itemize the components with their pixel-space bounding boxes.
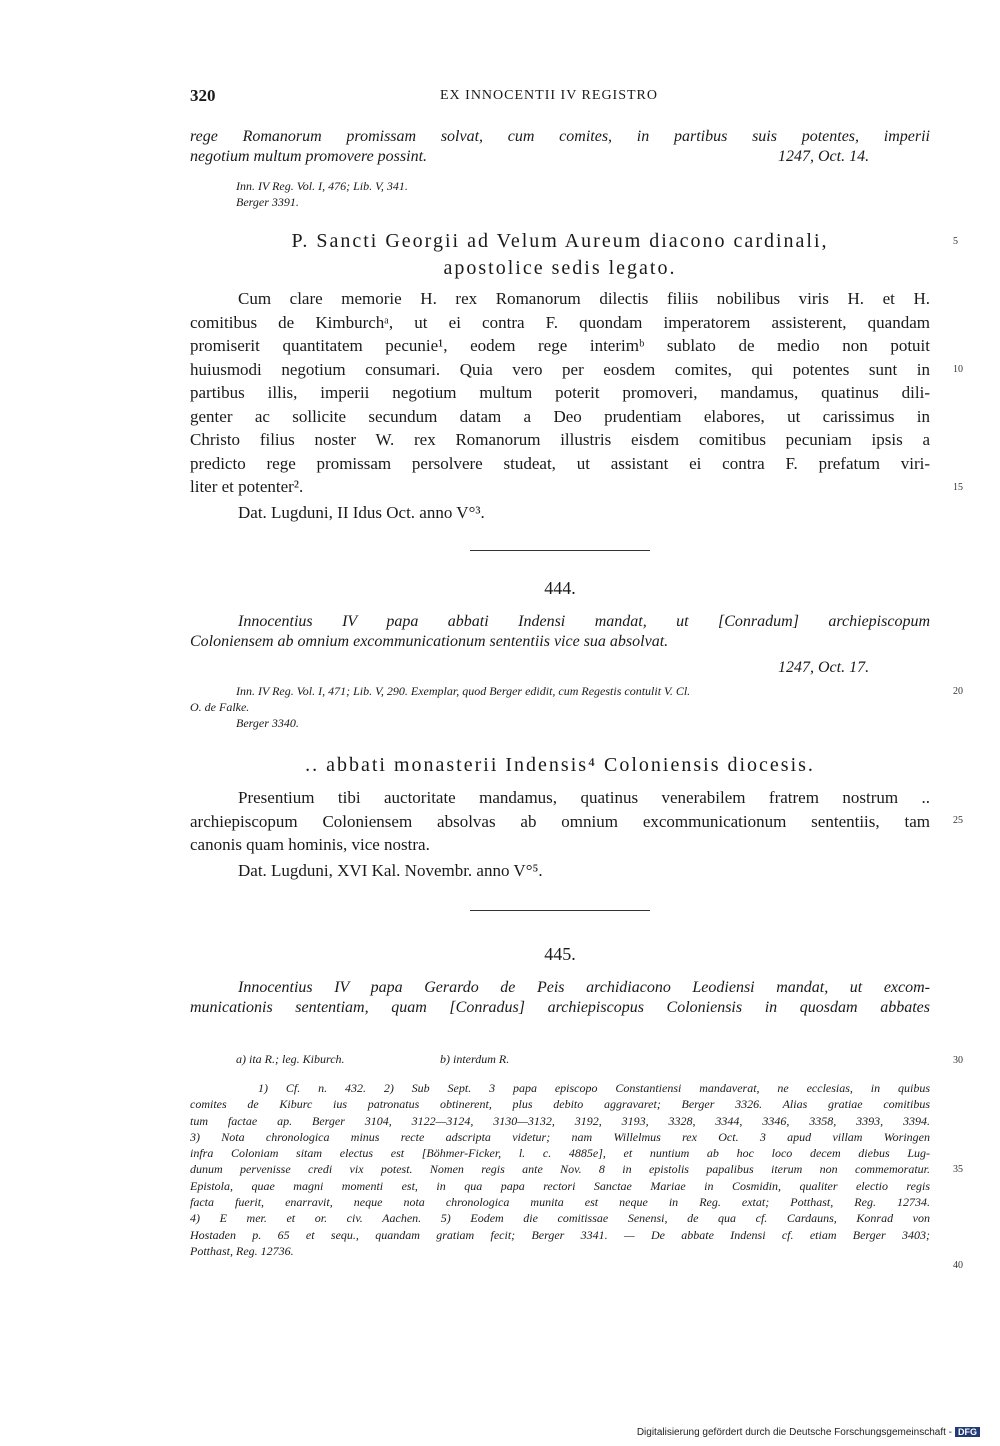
summary-line: Innocentius IV papa Gerardo de Peis archidiacono Leodiensi mandat, ut excom- bbox=[238, 979, 930, 996]
body-line: Christo filius noster W. rex Romanorum illustris eisdem comitibus pecuniam ipsis a bbox=[190, 430, 930, 449]
reference-line: Berger 3340. bbox=[236, 716, 299, 730]
footnote-line: 4) E mer. et or. civ. Aachen. 5) Eodem die comitissae Senensi, de qua cf. Cardauns, Konrad von bbox=[190, 1211, 930, 1226]
footnote-line: Potthast, Reg. 12736. bbox=[190, 1243, 294, 1258]
body-line: liter et potenter². bbox=[190, 477, 304, 496]
summary-line bbox=[190, 147, 930, 167]
footnote-line: tum factae ap. Berger 3104, 3122—3124, 3130—3132, 3192, 3193, 3328, 3344, 3346, 3358, 3393, 3394. bbox=[190, 1113, 930, 1128]
address-line: apostolice sedis legato. bbox=[443, 257, 677, 279]
dating-clause: Dat. Lugduni, II Idus Oct. anno V°³. bbox=[238, 502, 485, 522]
document-number: 445. bbox=[544, 944, 576, 964]
line-number: 10 bbox=[953, 364, 963, 375]
footnote-line: comites de Kiburc ius patronatus obtinerent, plus debito aggravaret; Berger 3326. Alias gratiae comitibus bbox=[190, 1097, 930, 1112]
summary-line: Innocentius IV papa abbati Indensi mandat, ut [Conradum] archiepiscopum bbox=[238, 613, 930, 630]
document-summary bbox=[190, 612, 930, 678]
footnote-line: facta fuerit, enarravit, neque nota chronologica munita est neque in Reg. extat; Potthast, Reg. 12734. bbox=[190, 1195, 930, 1210]
line-number: 20 bbox=[953, 686, 963, 697]
summary-date: 1247, Oct. 17. bbox=[778, 659, 870, 676]
document-summary bbox=[190, 978, 930, 1018]
line-number: 35 bbox=[953, 1164, 963, 1175]
line-number: 15 bbox=[953, 482, 963, 493]
reference-line: Inn. IV Reg. Vol. I, 476; Lib. V, 341. bbox=[236, 179, 408, 193]
body-line: huiusmodi negotium consumari. Quia vero per eosdem comites, qui potentes sunt in bbox=[190, 359, 930, 379]
letter-body bbox=[190, 786, 930, 882]
previous-summary bbox=[190, 127, 930, 167]
digitization-footer bbox=[637, 1427, 980, 1438]
footnotes bbox=[190, 1080, 930, 1259]
running-title: EX INNOCENTII IV REGISTRO bbox=[440, 88, 658, 103]
footer-text: Digitalisierung gefördert durch die Deutsche Forschungsgemeinschaft - bbox=[636, 1427, 952, 1438]
section-divider bbox=[470, 550, 650, 551]
body-line: canonis quam hominis, vice nostra. bbox=[190, 835, 430, 854]
body-line: comitibus de Kimburchᵃ, ut ei contra F. quondam imperatorem assisterent, quandam bbox=[190, 312, 930, 332]
body-line: Cum clare memorie H. rex Romanorum dilectis filiis nobilibus viris H. et H. bbox=[238, 289, 930, 308]
footnote-line: infra Coloniam sitam electus est [Böhmer-Ficker, l. c. 4885e], et nuntium ab hoc loco decem diebus Lug- bbox=[190, 1146, 930, 1161]
line-number: 30 bbox=[953, 1055, 963, 1066]
page-number: 320 bbox=[190, 86, 216, 105]
reference-line: Inn. IV Reg. Vol. I, 471; Lib. V, 290. Exemplar, quod Berger edidit, cum Regestis contulit V. Cl. bbox=[236, 684, 691, 698]
running-header bbox=[190, 86, 930, 108]
address-line: P. Sancti Georgii ad Velum Aureum diacono cardinali, bbox=[291, 230, 829, 252]
dfg-logo: DFG bbox=[955, 1427, 980, 1437]
dating-clause: Dat. Lugduni, XVI Kal. Novembr. anno V°⁵. bbox=[238, 860, 543, 880]
line-number: 25 bbox=[953, 815, 963, 826]
footnote-line: Epistola, quae magni momenti est, in qua papa rectori Sanctae Mariae in Cosmidin, qualiter electio regis bbox=[190, 1178, 930, 1193]
previous-refs bbox=[236, 178, 408, 210]
footnote-line: dunum pervenisse credi vix potest. Nomen regis ante Nov. 8 in epistolis papalibus iterum non commemoratur. bbox=[190, 1162, 930, 1177]
section-divider bbox=[470, 910, 650, 911]
summary-line: municationis sententiam, quam [Conradus] archiepiscopus Coloniensis in quosdam abbates bbox=[190, 999, 930, 1016]
body-line: predicto rege promissam persolvere studeat, ut assistant ei contra F. prefatum viri- bbox=[190, 453, 930, 473]
apparatus-note: a) ita R.; leg. Kiburch. bbox=[236, 1052, 345, 1066]
reference-line: Berger 3391. bbox=[236, 195, 299, 209]
document-refs bbox=[190, 683, 930, 731]
body-line: promiserit quantitatem pecunie¹, eodem rege interimᵇ sublato de medio non potuit bbox=[190, 336, 930, 355]
body-line: archiepiscopum Coloniensem absolvas ab omnium excommunicationum sententiis, tam bbox=[190, 811, 930, 831]
letter-address bbox=[190, 228, 930, 282]
summary-line: rege Romanorum promissam solvat, cum comites, in partibus suis potentes, imperii bbox=[190, 128, 930, 145]
letter-address: .. abbati monasterii Indensis⁴ Coloniensis diocesis. bbox=[305, 754, 815, 776]
summary-date: 1247, Oct. 14. bbox=[778, 148, 870, 165]
apparatus-note: b) interdum R. bbox=[440, 1052, 510, 1066]
summary-line: Coloniensem ab omnium excommunicationum sententiis vice sua absolvat. bbox=[190, 633, 669, 650]
line-number: 5 bbox=[953, 236, 958, 247]
reference-line: O. de Falke. bbox=[190, 700, 250, 714]
body-line: Presentium tibi auctoritate mandamus, quatinus venerabilem fratrem nostrum .. bbox=[238, 788, 930, 807]
letter-body bbox=[190, 287, 930, 524]
footnote-line: Hostaden p. 65 et sequ., quandam gratiam fecit; Berger 3341. — De abbate Indensi cf. etiam Berger 3403; bbox=[190, 1227, 930, 1242]
body-line: genter ac sollicite secundum datam a Deo prudentiam elabores, ut carissimus in bbox=[190, 406, 930, 426]
line-number: 40 bbox=[953, 1260, 963, 1271]
document-number: 444. bbox=[544, 578, 576, 598]
footnote-line: 1) Cf. n. 432. 2) Sub Sept. 3 papa episcopo Constantiensi mandaverat, ne ecclesias, in quibus bbox=[258, 1081, 930, 1095]
footnote-line: 3) Nota chronologica minus recte adscripta videtur; nam Willelmus rex Oct. 3 apud villam Woringen bbox=[190, 1129, 930, 1144]
summary-text: negotium multum promovere possint. bbox=[190, 148, 428, 165]
body-line: partibus illis, imperii negotium multum poterit promoveri, mandamus, quatinus dili- bbox=[190, 383, 930, 402]
